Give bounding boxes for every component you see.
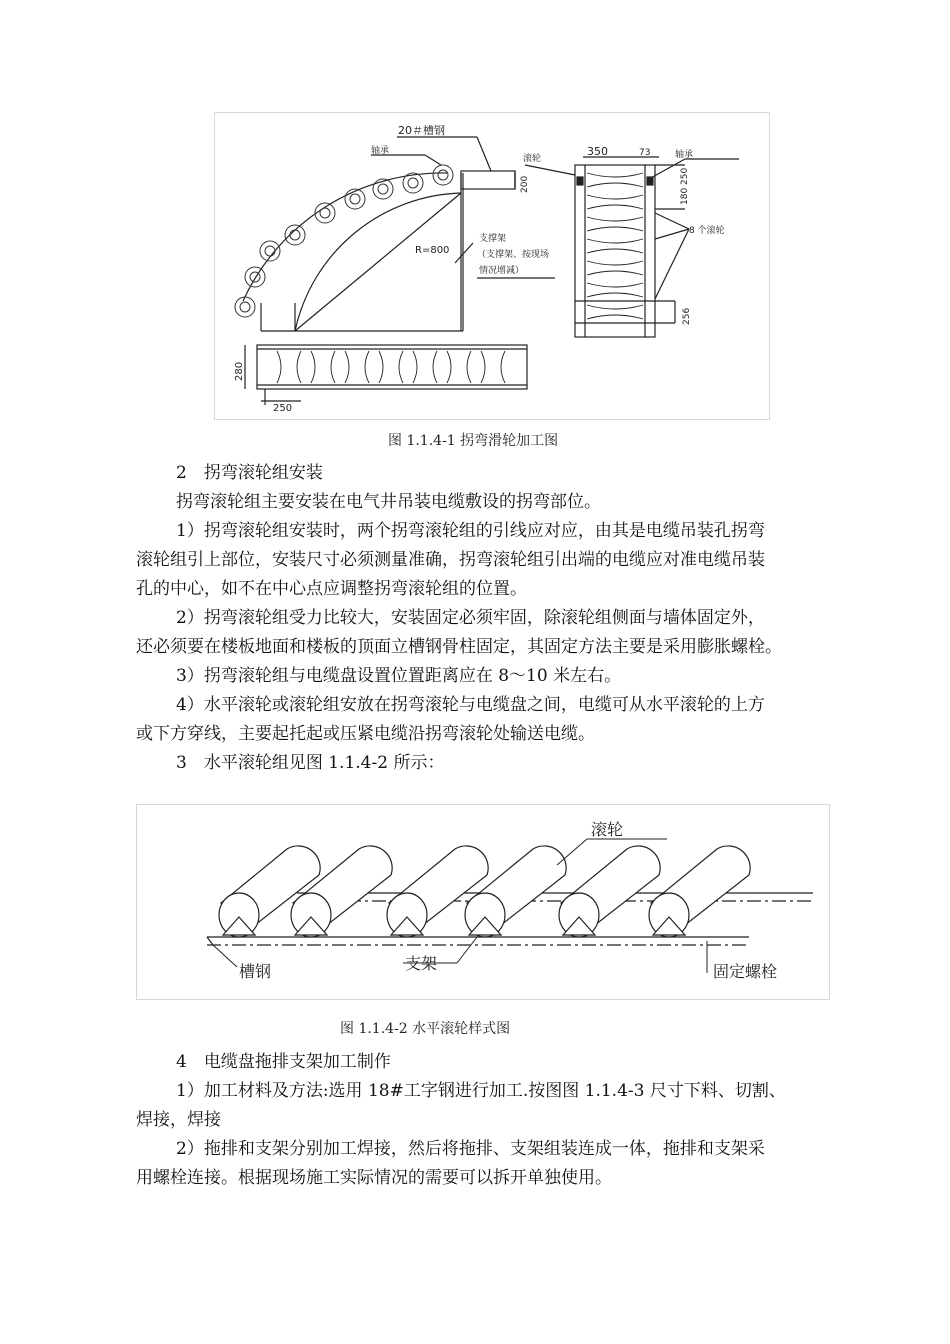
label-channel: 20＃槽钢 — [398, 124, 445, 137]
label-bearing-right: 轴承 — [675, 150, 694, 160]
section-4-item-1-line-2: 焊接，焊接 — [136, 1110, 221, 1130]
label-dim-280: 280 — [234, 361, 245, 381]
item-1-line-2: 滚轮组引上部位，安装尺寸必须测量准确，拐弯滚轮组引出端的电缆应对准电缆吊装 — [136, 550, 765, 570]
section-4-heading: 4 电缆盘拖排支架加工制作 — [176, 1052, 391, 1072]
item-2-line-1: 2）拐弯滚轮组受力比较大，安装固定必须牢固，除滚轮组侧面与墙体固定外， — [176, 608, 765, 628]
item-1-line-1: 1）拐弯滚轮组安装时，两个拐弯滚轮组的引线应对应，由其是电缆吊装孔拐弯 — [176, 521, 765, 541]
section-3-heading: 3 水平滚轮组见图 1.1.4-2 所示： — [176, 753, 445, 773]
arc-rollers — [235, 165, 453, 317]
section-2 — [136, 459, 836, 778]
item-2-line-2: 还必须要在楼板地面和楼板的顶面立槽钢骨柱固定，其固定方法主要是采用膨胀螺栓。 — [136, 637, 782, 657]
label-dim-350: 350 — [587, 145, 608, 158]
figure-2-svg — [137, 805, 829, 999]
label-bracket: 支架 — [405, 954, 438, 973]
label-dim-256: 256 — [682, 307, 692, 325]
section-2-heading: 2 拐弯滚轮组安装 — [176, 463, 323, 483]
item-1-line-3: 孔的中心，如不在中心点应调整拐弯滚轮组的位置。 — [136, 579, 527, 599]
figure-1-bend-pulley-drawing — [214, 112, 770, 420]
label-roller: 滚轮 — [523, 154, 542, 164]
label-eight-rollers: 8 个滚轮 — [689, 226, 725, 236]
side-elevation — [525, 157, 739, 337]
label-channel: 槽钢 — [239, 962, 272, 981]
section-4-item-1-line-1: 1）加工材料及方法:选用 18#工字钢进行加工.按图图 1.1.4-3 尺寸下料、切割、 — [176, 1081, 786, 1101]
label-dim-250: 250 — [273, 403, 293, 414]
label-radius: R=800 — [415, 245, 450, 256]
figure-2-horizontal-roller-drawing — [136, 804, 830, 1000]
label-bolt: 固定螺栓 — [713, 962, 778, 981]
figure-1-caption: 图 1.1.4-1 拐弯滑轮加工图 — [388, 433, 559, 449]
horizontal-rollers — [219, 846, 750, 937]
label-support-note-1: （支撑架、按现场 — [477, 250, 550, 260]
label-dim-73: 73 — [639, 148, 651, 158]
label-dim-180-250: 180 250 — [680, 167, 690, 205]
label-support: 支撑架 — [479, 234, 507, 244]
section-4 — [136, 1048, 836, 1193]
section-4-item-2-line-2: 用螺栓连接。根据现场施工实际情况的需要可以拆开单独使用。 — [136, 1168, 612, 1188]
label-bearing-left: 轴承 — [371, 146, 390, 156]
section-4-item-2-line-1: 2）拖排和支架分别加工焊接，然后将拖排、支架组装连成一体，拖排和支架采 — [176, 1139, 765, 1159]
label-support-note-2: 情况增减） — [479, 266, 525, 276]
bottom-roller-strip — [245, 345, 527, 405]
label-roller: 滚轮 — [591, 820, 624, 839]
figure-1-svg — [215, 113, 769, 419]
figure-2-caption: 图 1.1.4-2 水平滚轮样式图 — [340, 1021, 511, 1037]
label-dim-200: 200 — [520, 175, 530, 193]
item-3: 3）拐弯滚轮组与电缆盘设置位置距离应在 8～10 米左右。 — [176, 666, 622, 686]
section-2-intro: 拐弯滚轮组主要安装在电气井吊装电缆敷设的拐弯部位。 — [176, 492, 601, 512]
item-4-line-2: 或下方穿线，主要起托起或压紧电缆沿拐弯滚轮处输送电缆。 — [136, 724, 595, 744]
item-4-line-1: 4）水平滚轮或滚轮组安放在拐弯滚轮与电缆盘之间，电缆可从水平滚轮的上方 — [176, 695, 765, 715]
